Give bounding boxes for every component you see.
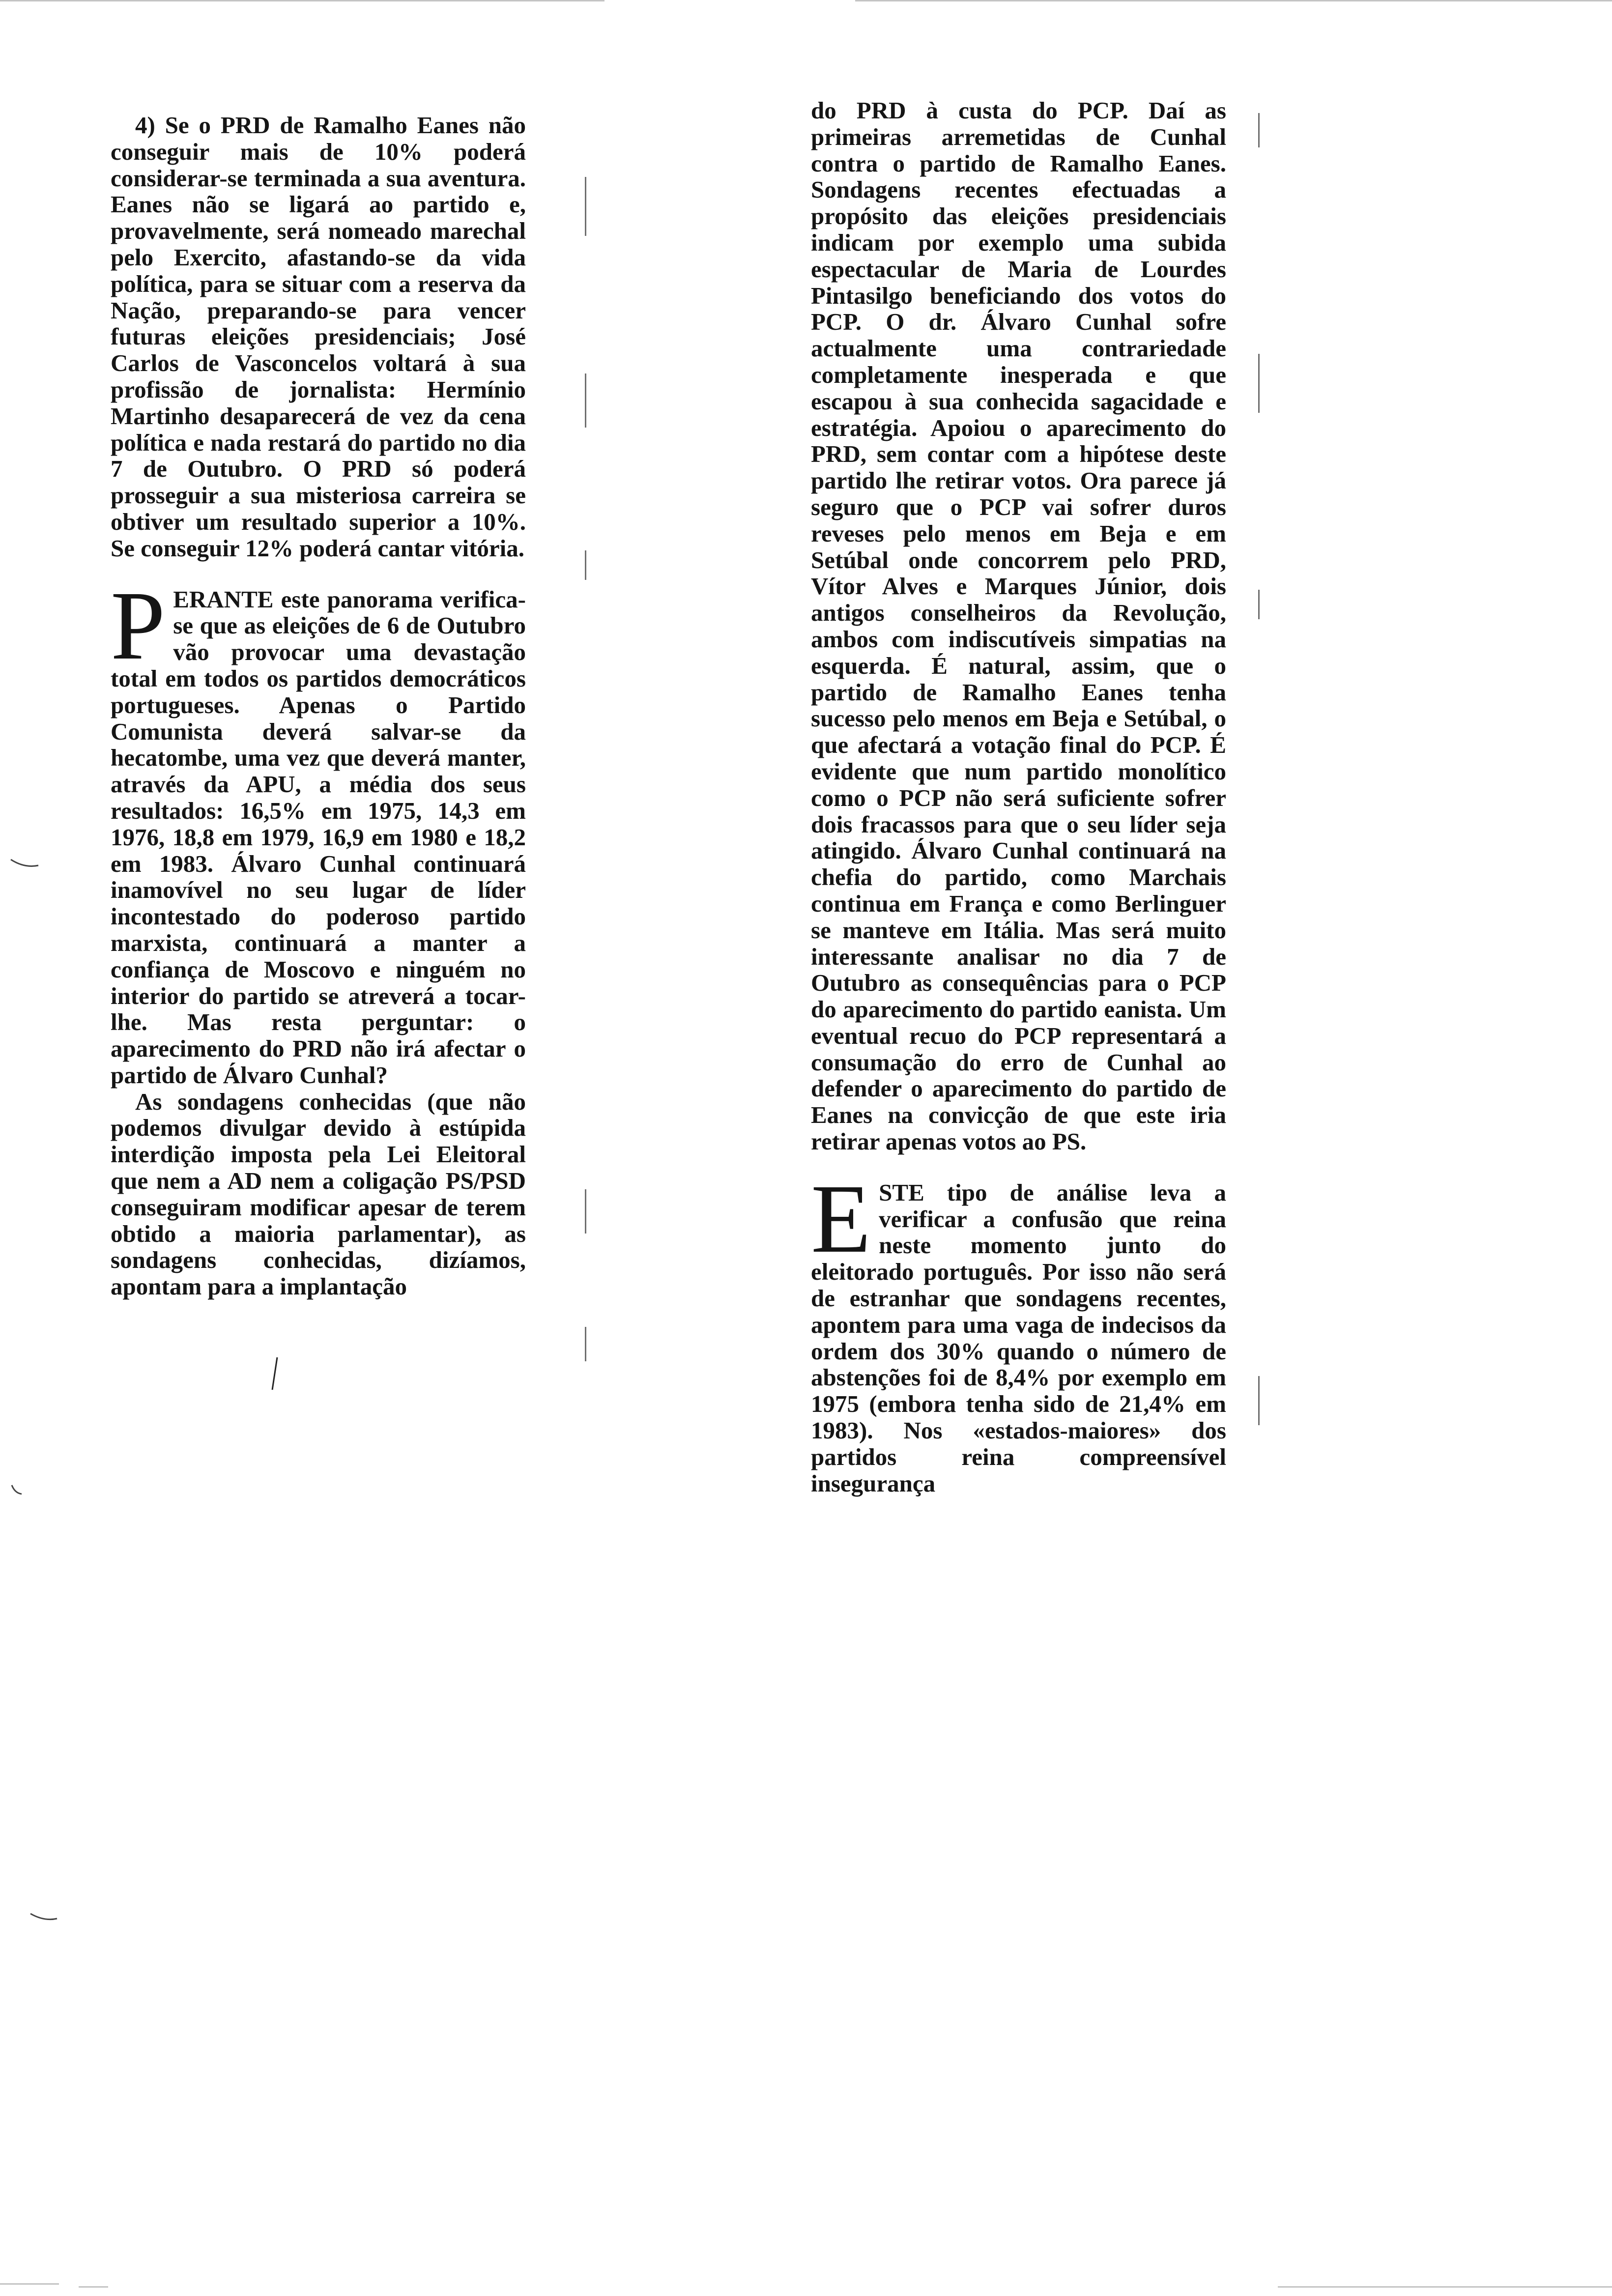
punch-hole-mark <box>10 858 39 868</box>
left-paragraph-3: As sondagens conhecidas (que não podemos divulgar devido à estúpida interdição imposta pela Lei Eleitoral que nem a AD nem a coligação PS/PSD conseguiram modificar apesar de terem obtido a maioria parlamentar), as sondagens conhecidas, dizíamos, apontam para a implantação <box>111 1088 526 1300</box>
column-margin-mark <box>1258 113 1260 147</box>
scan-bottom-rule-middle <box>79 2286 108 2288</box>
column-margin-mark <box>585 1327 586 1361</box>
column-margin-mark <box>585 177 586 236</box>
right-drop-cap: E <box>811 1164 871 1273</box>
left-paragraph-1: 4) Se o PRD de Ramalho Eanes não conseguir mais de 10% poderá considerar-se terminada a sua aventura. Eanes não se ligará ao partido e, provavelmente, será nomeado marechal pelo Exercito, afastando-se da vida política, para se situar com a reserva da Nação, preparando-se para vencer futuras eleições presidenciais; José Carlos de Vasconcelos voltará à sua profissão de jornalista: Hermínio Martinho desaparecerá de vez da cena política e nada restará do partido no dia 7 de Outubro. O PRD só poderá prosseguir a sua misteriosa carreira se obtiver um resultado superior a 10%. Se conseguir 12% poderá cantar vitória. <box>111 112 526 562</box>
column-margin-mark <box>585 550 586 580</box>
punch-hole-mark <box>10 1484 39 1495</box>
scan-bottom-rule-left <box>0 2283 59 2285</box>
scan-bottom-rule-right <box>1278 2286 1612 2288</box>
left-paragraph-2 <box>111 571 526 1089</box>
punch-hole-mark <box>29 1912 59 1923</box>
column-margin-mark <box>1258 590 1260 619</box>
right-paragraph-2 <box>811 1164 1226 1497</box>
right-article-column <box>811 97 1226 1496</box>
pen-tick-mark <box>269 1356 279 1391</box>
column-margin-mark <box>585 373 586 428</box>
scan-top-rule-left <box>0 0 604 1</box>
right-paragraph-1: do PRD à custa do PCP. Daí as primeiras arremetidas de Cunhal contra o partido de Ramalho Eanes. Sondagens recentes efectuadas a propósito das eleições presidenciais indicam por exemplo uma subida espectacular de Maria de Lourdes Pintasilgo beneficiando dos votos do PCP. O dr. Álvaro Cunhal sofre actualmente uma contrariedade completamente inesperada e que escapou à sua conhecida sagacidade e estratégia. Apoiou o aparecimento do PRD, sem contar com a hipótese deste partido lhe retirar votos. Ora parece já seguro que o PCP vai sofrer duros reveses pelo menos em Beja e em Setúbal onde concorrem pelo PRD, Vítor Alves e Marques Júnior, dois antigos conselheiros da Revolução, ambos com indiscutíveis simpatias na esquerda. É natural, assim, que o partido de Ramalho Eanes tenha sucesso pelo menos em Beja e Setúbal, o que afectará a votação final do PCP. É evidente que num partido monolítico como o PCP não será suficiente sofrer dois fracassos para que o seu líder seja atingido. Álvaro Cunhal continuará na chefia do partido, como Marchais continua em França e como Berlinguer se manteve em Itália. Mas será muito interessante analisar no dia 7 de Outubro as consequências para o PCP do aparecimento do partido eanista. Um eventual recuo do PCP representará a consumação do erro de Cunhal ao defender o aparecimento do partido de Eanes na convicção de que este iria retirar apenas votos ao PS. <box>811 97 1226 1155</box>
left-paragraph-2-text: ERANTE este panorama verifica-se que as eleições de 6 de Outubro vão provocar uma devastação total em todos os partidos democráticos portugueses. Apenas o Partido Comunista deverá salvar-se da hecatombe, uma vez que deverá manter, através da APU, a média dos seus resultados: 16,5% em 1975, 14,3 em 1976, 18,8 em 1979, 16,9 em 1980 e 18,2 em 1983. Álvaro Cunhal continuará inamovível no seu lugar de líder incontestado do poderoso partido marxista, continuará a manter a confiança de Moscovo e ninguém no interior do partido se atreverá a tocar-lhe. Mas resta perguntar: o aparecimento do PRD não irá afectar o partido de Álvaro Cunhal? <box>111 585 526 1089</box>
column-margin-mark <box>1258 354 1260 413</box>
left-drop-cap: P <box>111 571 166 680</box>
scan-top-rule-right <box>855 0 1612 1</box>
column-margin-mark <box>1258 1376 1260 1425</box>
left-article-column <box>111 112 526 1300</box>
column-margin-mark <box>585 1189 586 1234</box>
right-paragraph-2-text: STE tipo de análise leva a verificar a confusão que reina neste momento junto do eleitorado português. Por isso não será de estranhar que sondagens recentes, apontem para uma vaga de indecisos da ordem dos 30% quando o número de abstenções foi de 8,4% por exemplo em 1975 (embora tenha sido de 21,4% em 1983). Nos «estados-maiores» dos partidos reina compreensível insegurança <box>811 1178 1226 1497</box>
